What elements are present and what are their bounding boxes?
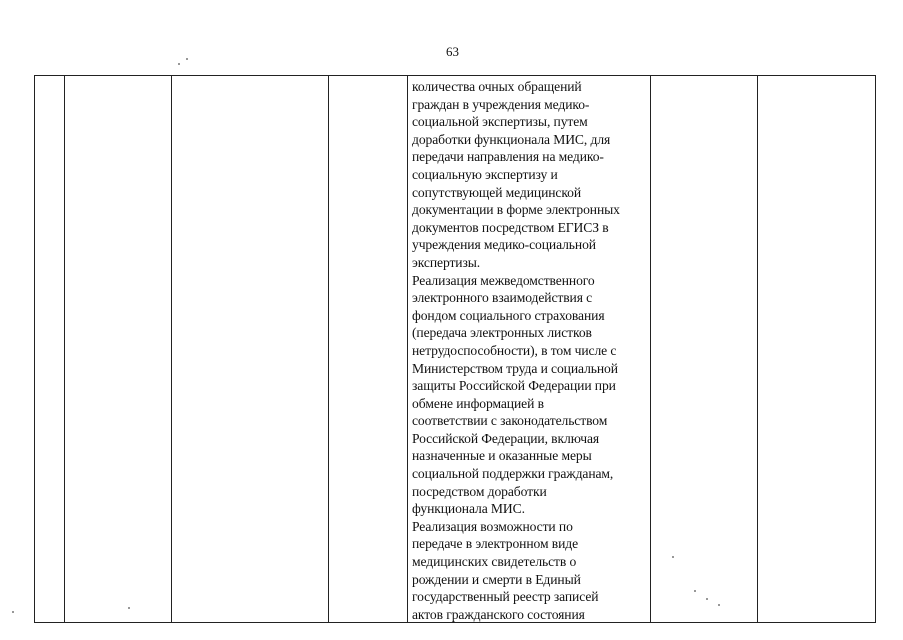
scan-speck (12, 611, 14, 613)
description-cell-text (412, 78, 650, 623)
description-line: назначенные и оказанные меры (412, 448, 592, 464)
table-column-1 (35, 76, 65, 622)
description-line: граждан в учреждения медико- (412, 96, 590, 112)
scan-speck (178, 63, 180, 65)
scan-speck (718, 604, 720, 606)
description-line: функционала МИС. (412, 501, 525, 517)
description-line: защиты Российской Федерации при (412, 378, 616, 394)
description-line: социальной поддержки гражданам, (412, 466, 614, 482)
scan-speck (694, 590, 696, 592)
description-line: медицинских свидетельств о (412, 554, 577, 570)
table-column-3 (172, 76, 329, 622)
description-line: нетрудоспособности), в том числе с (412, 342, 617, 358)
description-line: передаче в электронном виде (412, 536, 579, 552)
description-line: рождении и смерти в Единый (412, 571, 581, 587)
table-column-6 (651, 76, 758, 622)
description-line: учреждения медико-социальной (412, 237, 596, 253)
description-line: передачи направления на медико- (412, 149, 604, 165)
table-column-4 (329, 76, 408, 622)
scan-speck (672, 556, 674, 558)
description-line: соответствии с законодательством (412, 413, 608, 429)
description-line: государственный реестр записей (412, 589, 599, 605)
description-line: обмене информацией в (412, 395, 544, 411)
description-line: документов посредством ЕГИСЗ в (412, 219, 609, 235)
description-line: доработки функционала МИС, для (412, 131, 611, 147)
table-column-description (408, 76, 651, 622)
description-line: количества очных обращений (412, 79, 582, 94)
description-line: электронного взаимодействия с (412, 290, 593, 306)
description-line: посредством доработки (412, 483, 547, 499)
description-line: социальной экспертизы, путем (412, 114, 588, 130)
description-line: документации в форме электронных (412, 202, 620, 218)
description-line: Реализация межведомственного (412, 272, 595, 288)
description-line: Министерством труда и социальной (412, 360, 618, 376)
description-line: фондом социального страхования (412, 307, 605, 323)
scan-speck (186, 58, 188, 60)
table-column-2 (65, 76, 172, 622)
description-line: сопутствующей медицинской (412, 184, 582, 200)
scan-speck (128, 607, 130, 609)
description-line: экспертизы. (412, 254, 481, 270)
description-line: Российской Федерации, включая (412, 430, 600, 446)
description-line: актов гражданского состояния (412, 606, 585, 622)
document-table (34, 75, 876, 623)
description-line: Реализация возможности по (412, 518, 573, 534)
description-line: (передача электронных листков (412, 325, 592, 341)
scan-speck (706, 598, 708, 600)
description-line: социальную экспертизу и (412, 166, 558, 182)
page-number: 63 (446, 44, 459, 59)
table-column-7 (758, 76, 875, 622)
